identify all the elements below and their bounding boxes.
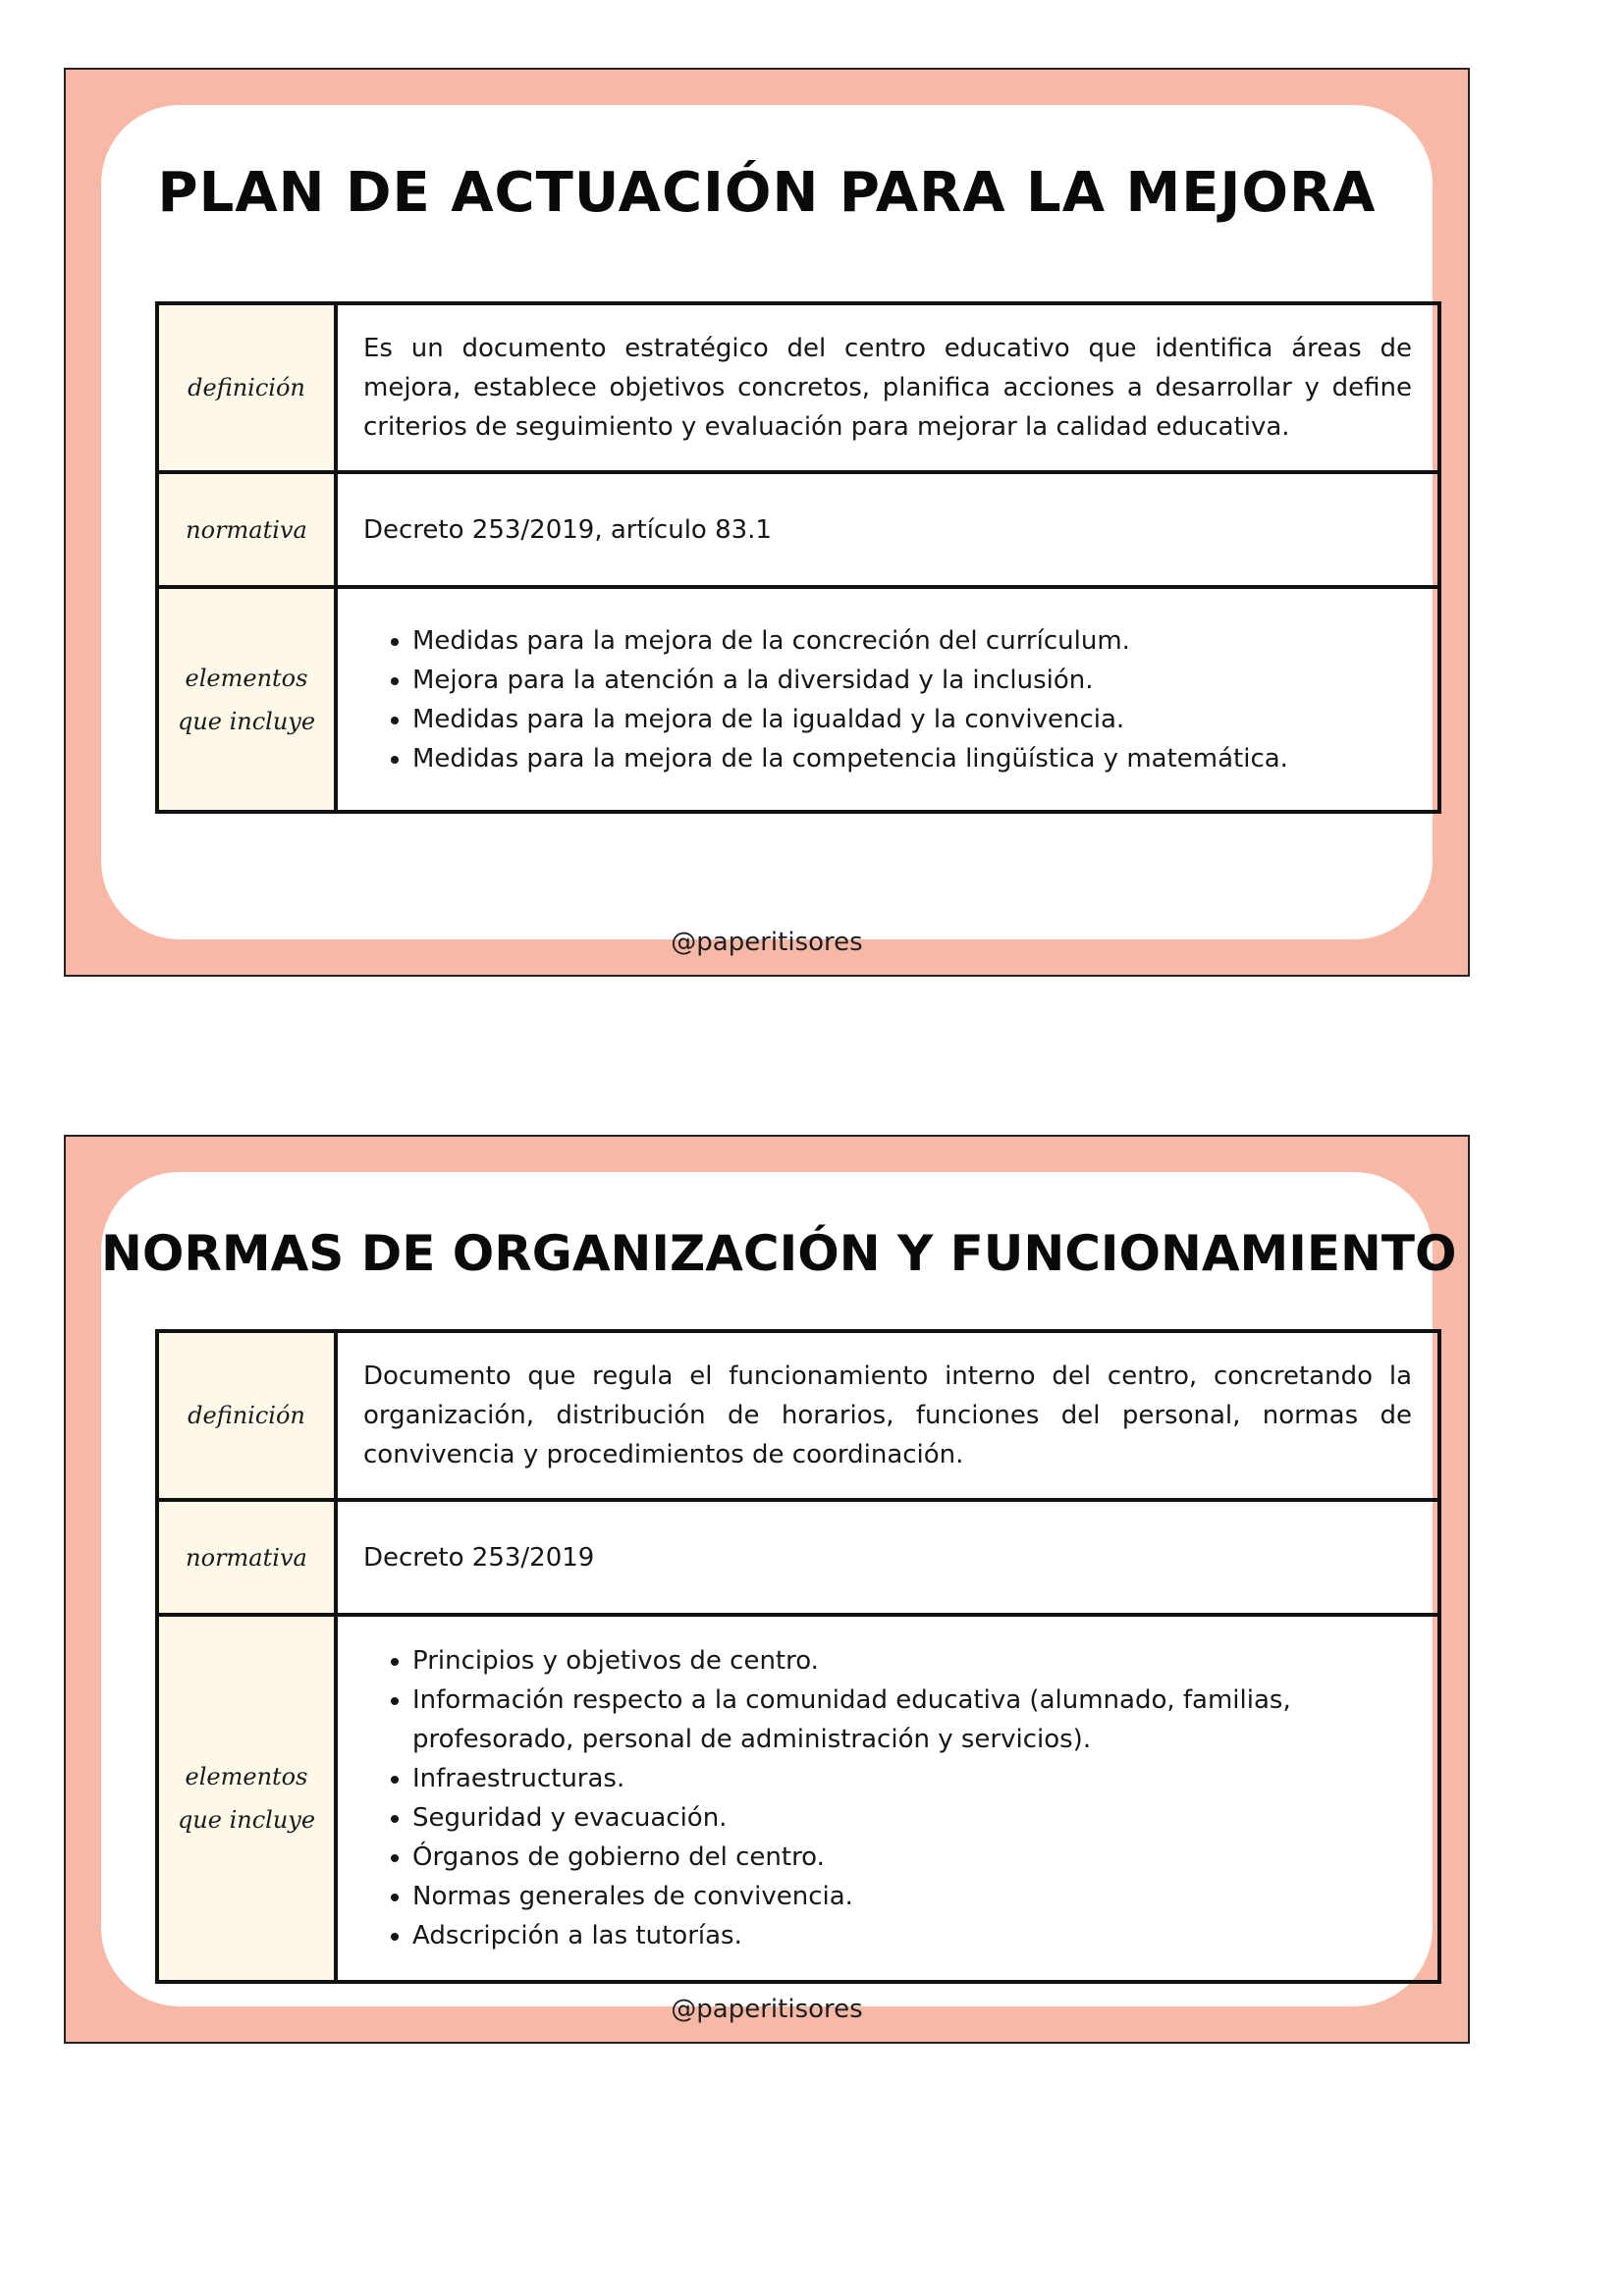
definition-row (157, 1331, 1439, 1500)
info-table (155, 1329, 1441, 1984)
info-table (155, 301, 1441, 814)
footer-handle: @paperitisores (671, 1995, 863, 2024)
definition-label: definición (157, 303, 336, 472)
list-item: • Adscripción a las tutorías. (412, 1916, 1412, 1955)
elements-row (157, 587, 1439, 812)
elements-content (336, 587, 1439, 812)
card-inner (101, 1172, 1457, 2024)
elements-label (157, 587, 336, 812)
definition-label: definición (157, 1331, 336, 1500)
list-item: • Principios y objetivos de centro. (412, 1641, 1412, 1681)
norm-label: normativa (157, 1500, 336, 1615)
norm-row (157, 1500, 1439, 1615)
card-normas-organizacion (64, 1135, 1470, 2044)
list-item: • Medidas para la mejora de la competencia lingüística y matemática. (412, 739, 1412, 778)
elements-content (336, 1615, 1439, 1982)
list-item: • Mejora para la atención a la diversidad y la inclusión. (412, 661, 1412, 700)
norm-text: Decreto 253/2019, artículo 83.1 (336, 472, 1439, 587)
card-plan-actuacion (64, 68, 1470, 977)
elements-label-line-1: elementos (185, 664, 308, 692)
definition-text: Documento que regula el funcionamiento interno del centro, concretando la organización, distribución de horarios, funciones del personal, normas de convivencia y procedimientos de coordinación. (336, 1331, 1439, 1500)
card-title: PLAN DE ACTUACIÓN PARA LA MEJORA (157, 161, 1377, 225)
elements-label-line-2: que incluye (177, 707, 316, 735)
norm-label: normativa (157, 472, 336, 587)
footer-handle: @paperitisores (671, 928, 863, 957)
list-item: • Órganos de gobierno del centro. (412, 1838, 1412, 1877)
list-item: • Infraestructuras. (412, 1759, 1412, 1798)
definition-text: Es un documento estratégico del centro educativo que identifica áreas de mejora, establece objetivos concretos, planifica acciones a desarrollar y define criterios de seguimiento y evaluación para mejorar la calidad educativa. (336, 303, 1439, 472)
list-item: • Seguridad y evacuación. (412, 1798, 1412, 1838)
elements-row (157, 1615, 1439, 1982)
elements-label-line-1: elementos (185, 1763, 308, 1790)
norm-text: Decreto 253/2019 (336, 1500, 1439, 1615)
elements-list (363, 1641, 1412, 1955)
definition-row (157, 303, 1439, 472)
elements-label-line-2: que incluye (177, 1806, 316, 1834)
list-item: • Información respecto a la comunidad educativa (alumnado, familias, profesorado, personal de administración y servicios). (412, 1681, 1412, 1759)
list-item: • Medidas para la mejora de la concreción del currículum. (412, 621, 1412, 661)
norm-row (157, 472, 1439, 587)
card-inner (101, 105, 1433, 957)
list-item: • Normas generales de convivencia. (412, 1877, 1412, 1916)
elements-list (363, 621, 1412, 778)
card-title: NORMAS DE ORGANIZACIÓN Y FUNCIONAMIENTO (101, 1225, 1457, 1282)
list-item: • Medidas para la mejora de la igualdad y la convivencia. (412, 700, 1412, 739)
elements-label (157, 1615, 336, 1982)
